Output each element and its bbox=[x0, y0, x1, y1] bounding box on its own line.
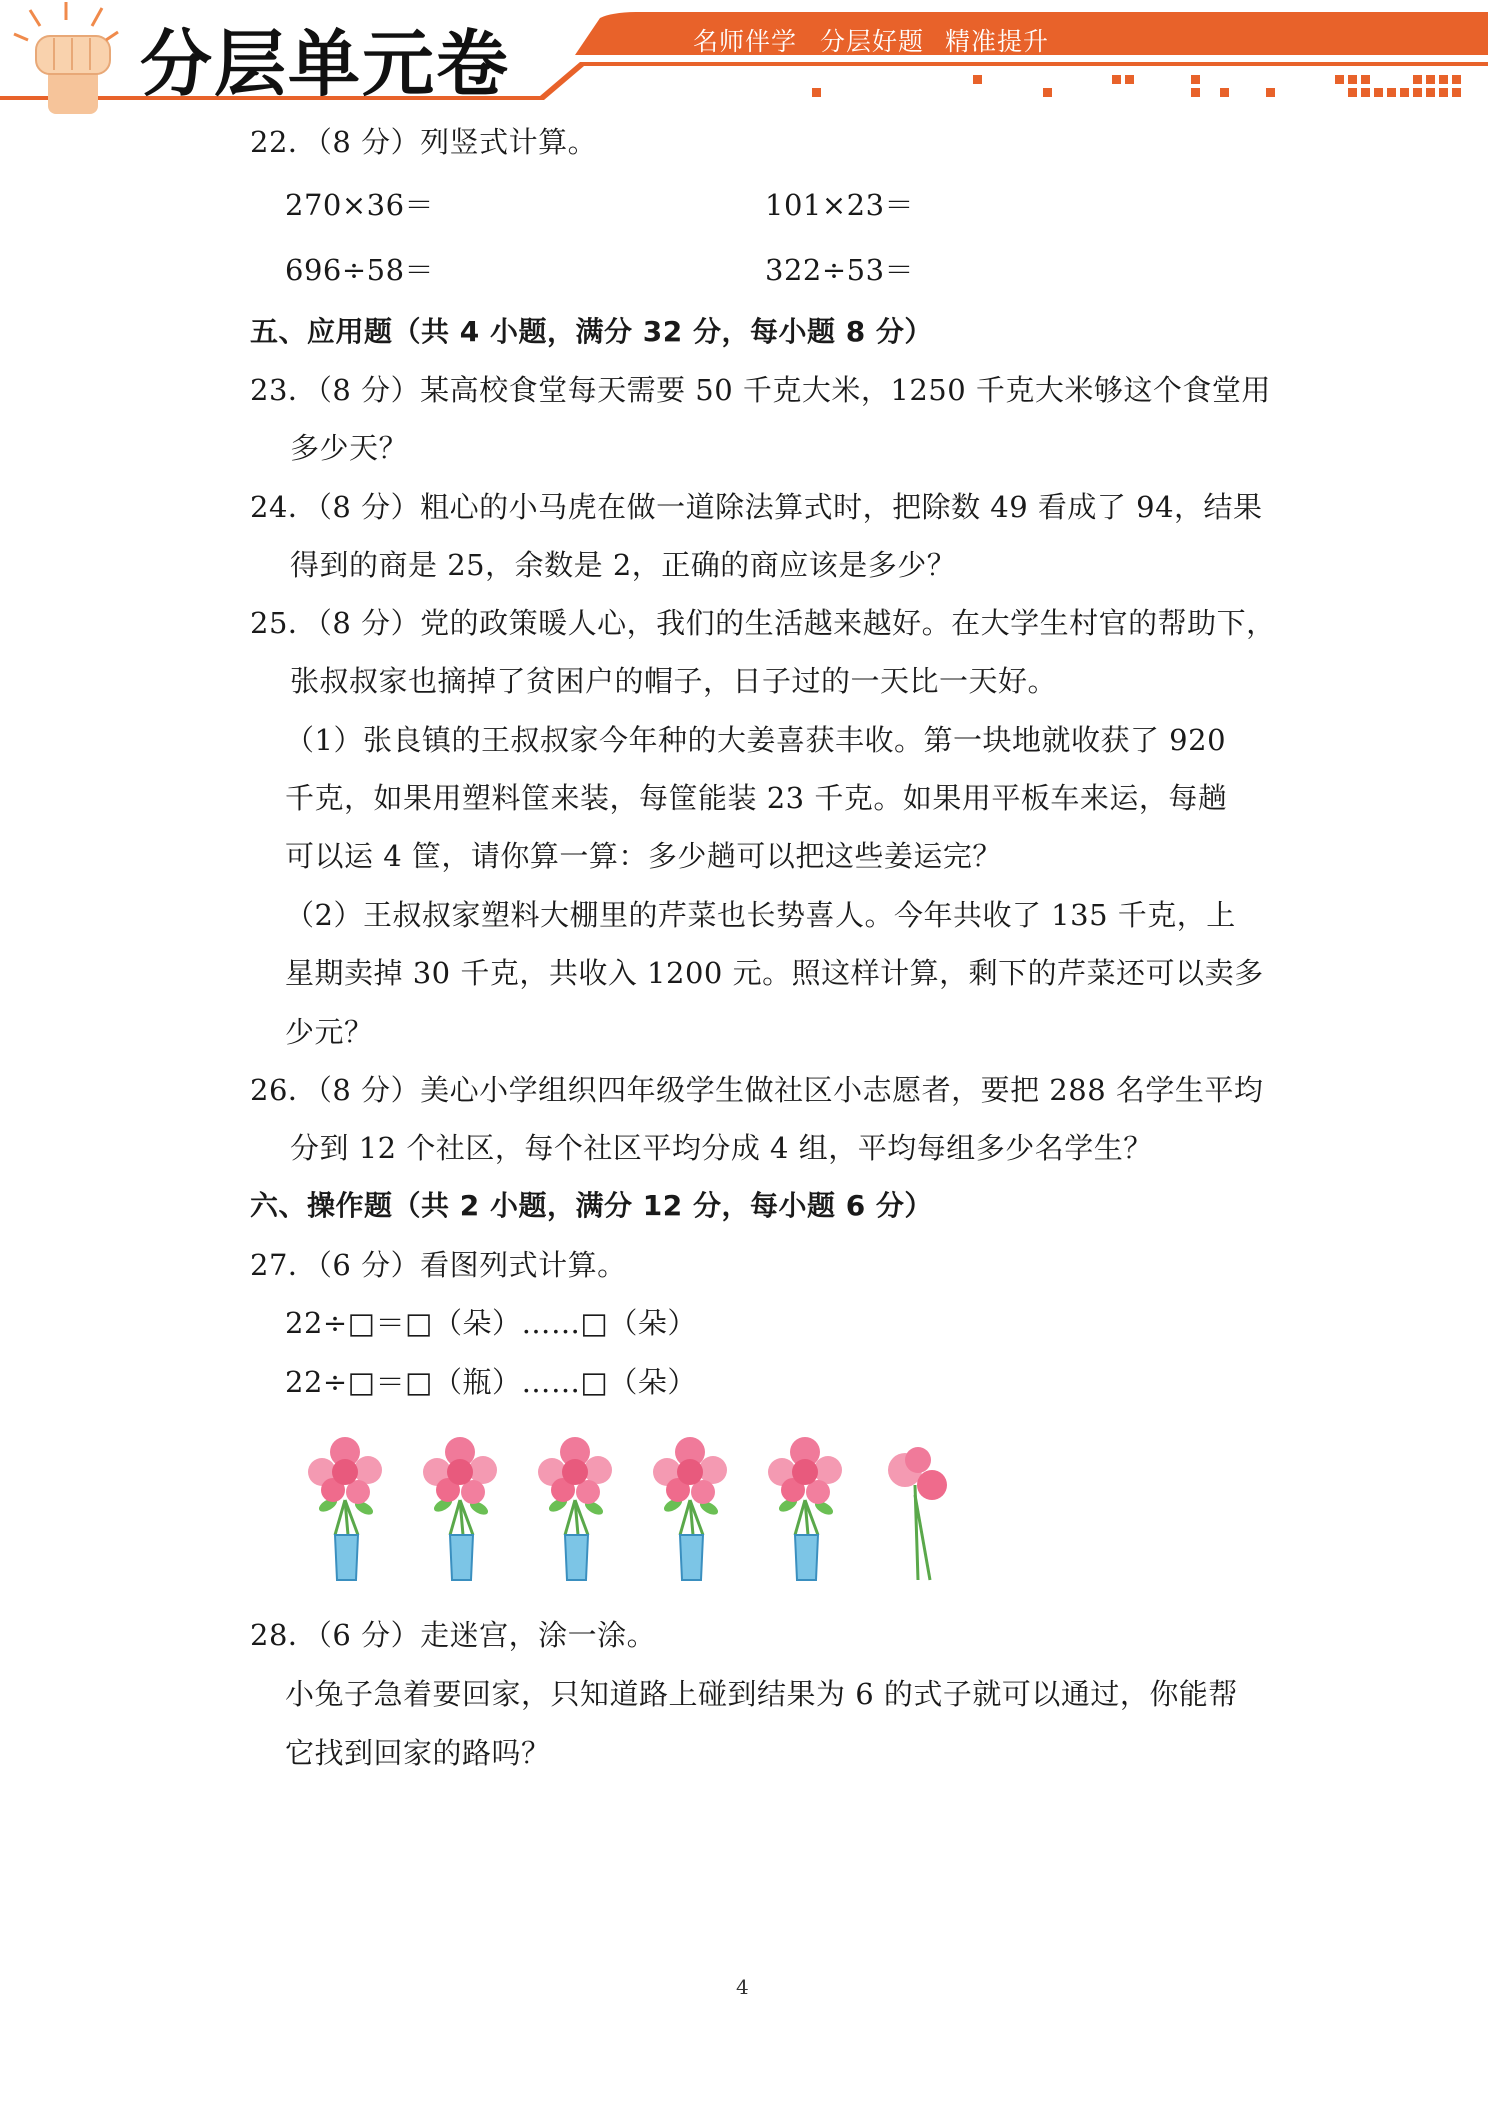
slogan-1: 名师伴学 bbox=[693, 27, 798, 56]
q25-line-8: 少元？ bbox=[285, 1015, 374, 1049]
decorative-squares bbox=[800, 70, 1488, 105]
vase-bouquet-5 bbox=[768, 1437, 842, 1580]
vase-bouquet-3 bbox=[538, 1437, 612, 1580]
q28-line-1: 28．（6 分）走迷宫，涂一涂。 bbox=[250, 1618, 657, 1652]
q24-line-1: 24．（8 分）粗心的小马虎在做一道除法算式时，把除数 49 看成了 94，结果 bbox=[250, 490, 1263, 524]
section-5-heading: 五、应用题（共 4 小题，满分 32 分，每小题 8 分） bbox=[250, 315, 933, 348]
q28-line-3: 它找到回家的路吗？ bbox=[285, 1736, 551, 1770]
vase-bouquet-1 bbox=[308, 1437, 382, 1580]
slogan-2: 分层好题 bbox=[820, 27, 925, 56]
slogan-3: 精准提升 bbox=[945, 27, 1050, 56]
q27-formula-2: 22÷□＝□（瓶）……□（朵） bbox=[285, 1365, 697, 1399]
q23-line-1: 23．（8 分）某高校食堂每天需要 50 千克大米，1250 千克大米够这个食堂用 bbox=[250, 373, 1271, 407]
q28-line-2: 小兔子急着要回家，只知道路上碰到结果为 6 的式子就可以通过，你能帮 bbox=[285, 1677, 1238, 1711]
header-banner bbox=[0, 0, 1488, 125]
q27-title: 27．（6 分）看图列式计算。 bbox=[250, 1248, 627, 1282]
page-number: 4 bbox=[736, 1975, 749, 1999]
q22-item-1: 270×36＝ bbox=[285, 188, 435, 222]
q27-formula-1: 22÷□＝□（朵）……□（朵） bbox=[285, 1306, 697, 1340]
vase-bouquet-4 bbox=[653, 1437, 727, 1580]
q25-line-5: 可以运 4 筐，请你算一算：多少趟可以把这些姜运完？ bbox=[285, 839, 1002, 873]
q25-line-6: （2）王叔叔家塑料大棚里的芹菜也长势喜人。今年共收了 135 千克，上 bbox=[285, 898, 1236, 932]
q25-line-3: （1）张良镇的王叔叔家今年种的大姜喜获丰收。第一块地就收获了 920 bbox=[285, 723, 1227, 757]
q22-item-4: 322÷53＝ bbox=[765, 253, 915, 287]
q22-item-3: 696÷58＝ bbox=[285, 253, 435, 287]
q22-item-2: 101×23＝ bbox=[765, 188, 915, 222]
flower-vases-image bbox=[300, 1430, 980, 1585]
q22-title: 22．（8 分）列竖式计算。 bbox=[250, 125, 598, 159]
vase-bouquet-2 bbox=[423, 1437, 497, 1580]
q25-line-2: 张叔叔家也摘掉了贫困户的帽子，日子过的一天比一天好。 bbox=[290, 664, 1058, 698]
q24-line-2: 得到的商是 25，余数是 2，正确的商应该是多少？ bbox=[290, 548, 957, 582]
q23-line-2: 多少天？ bbox=[290, 431, 409, 465]
q25-line-4: 千克，如果用塑料筐来装，每筐能装 23 千克。如果用平板车来运，每趟 bbox=[285, 781, 1228, 815]
q26-line-2: 分到 12 个社区，每个社区平均分成 4 组，平均每组多少名学生？ bbox=[290, 1131, 1153, 1165]
section-6-heading: 六、操作题（共 2 小题，满分 12 分，每小题 6 分） bbox=[250, 1189, 933, 1222]
q25-line-1: 25．（8 分）党的政策暖人心，我们的生活越来越好。在大学生村官的帮助下， bbox=[250, 606, 1276, 640]
loose-flowers bbox=[888, 1447, 947, 1580]
q26-line-1: 26．（8 分）美心小学组织四年级学生做社区小志愿者，要把 288 名学生平均 bbox=[250, 1073, 1264, 1107]
q25-line-7: 星期卖掉 30 千克，共收入 1200 元。照这样计算，剩下的芹菜还可以卖多 bbox=[285, 956, 1264, 990]
brand-title: 分层单元卷 bbox=[140, 22, 511, 106]
